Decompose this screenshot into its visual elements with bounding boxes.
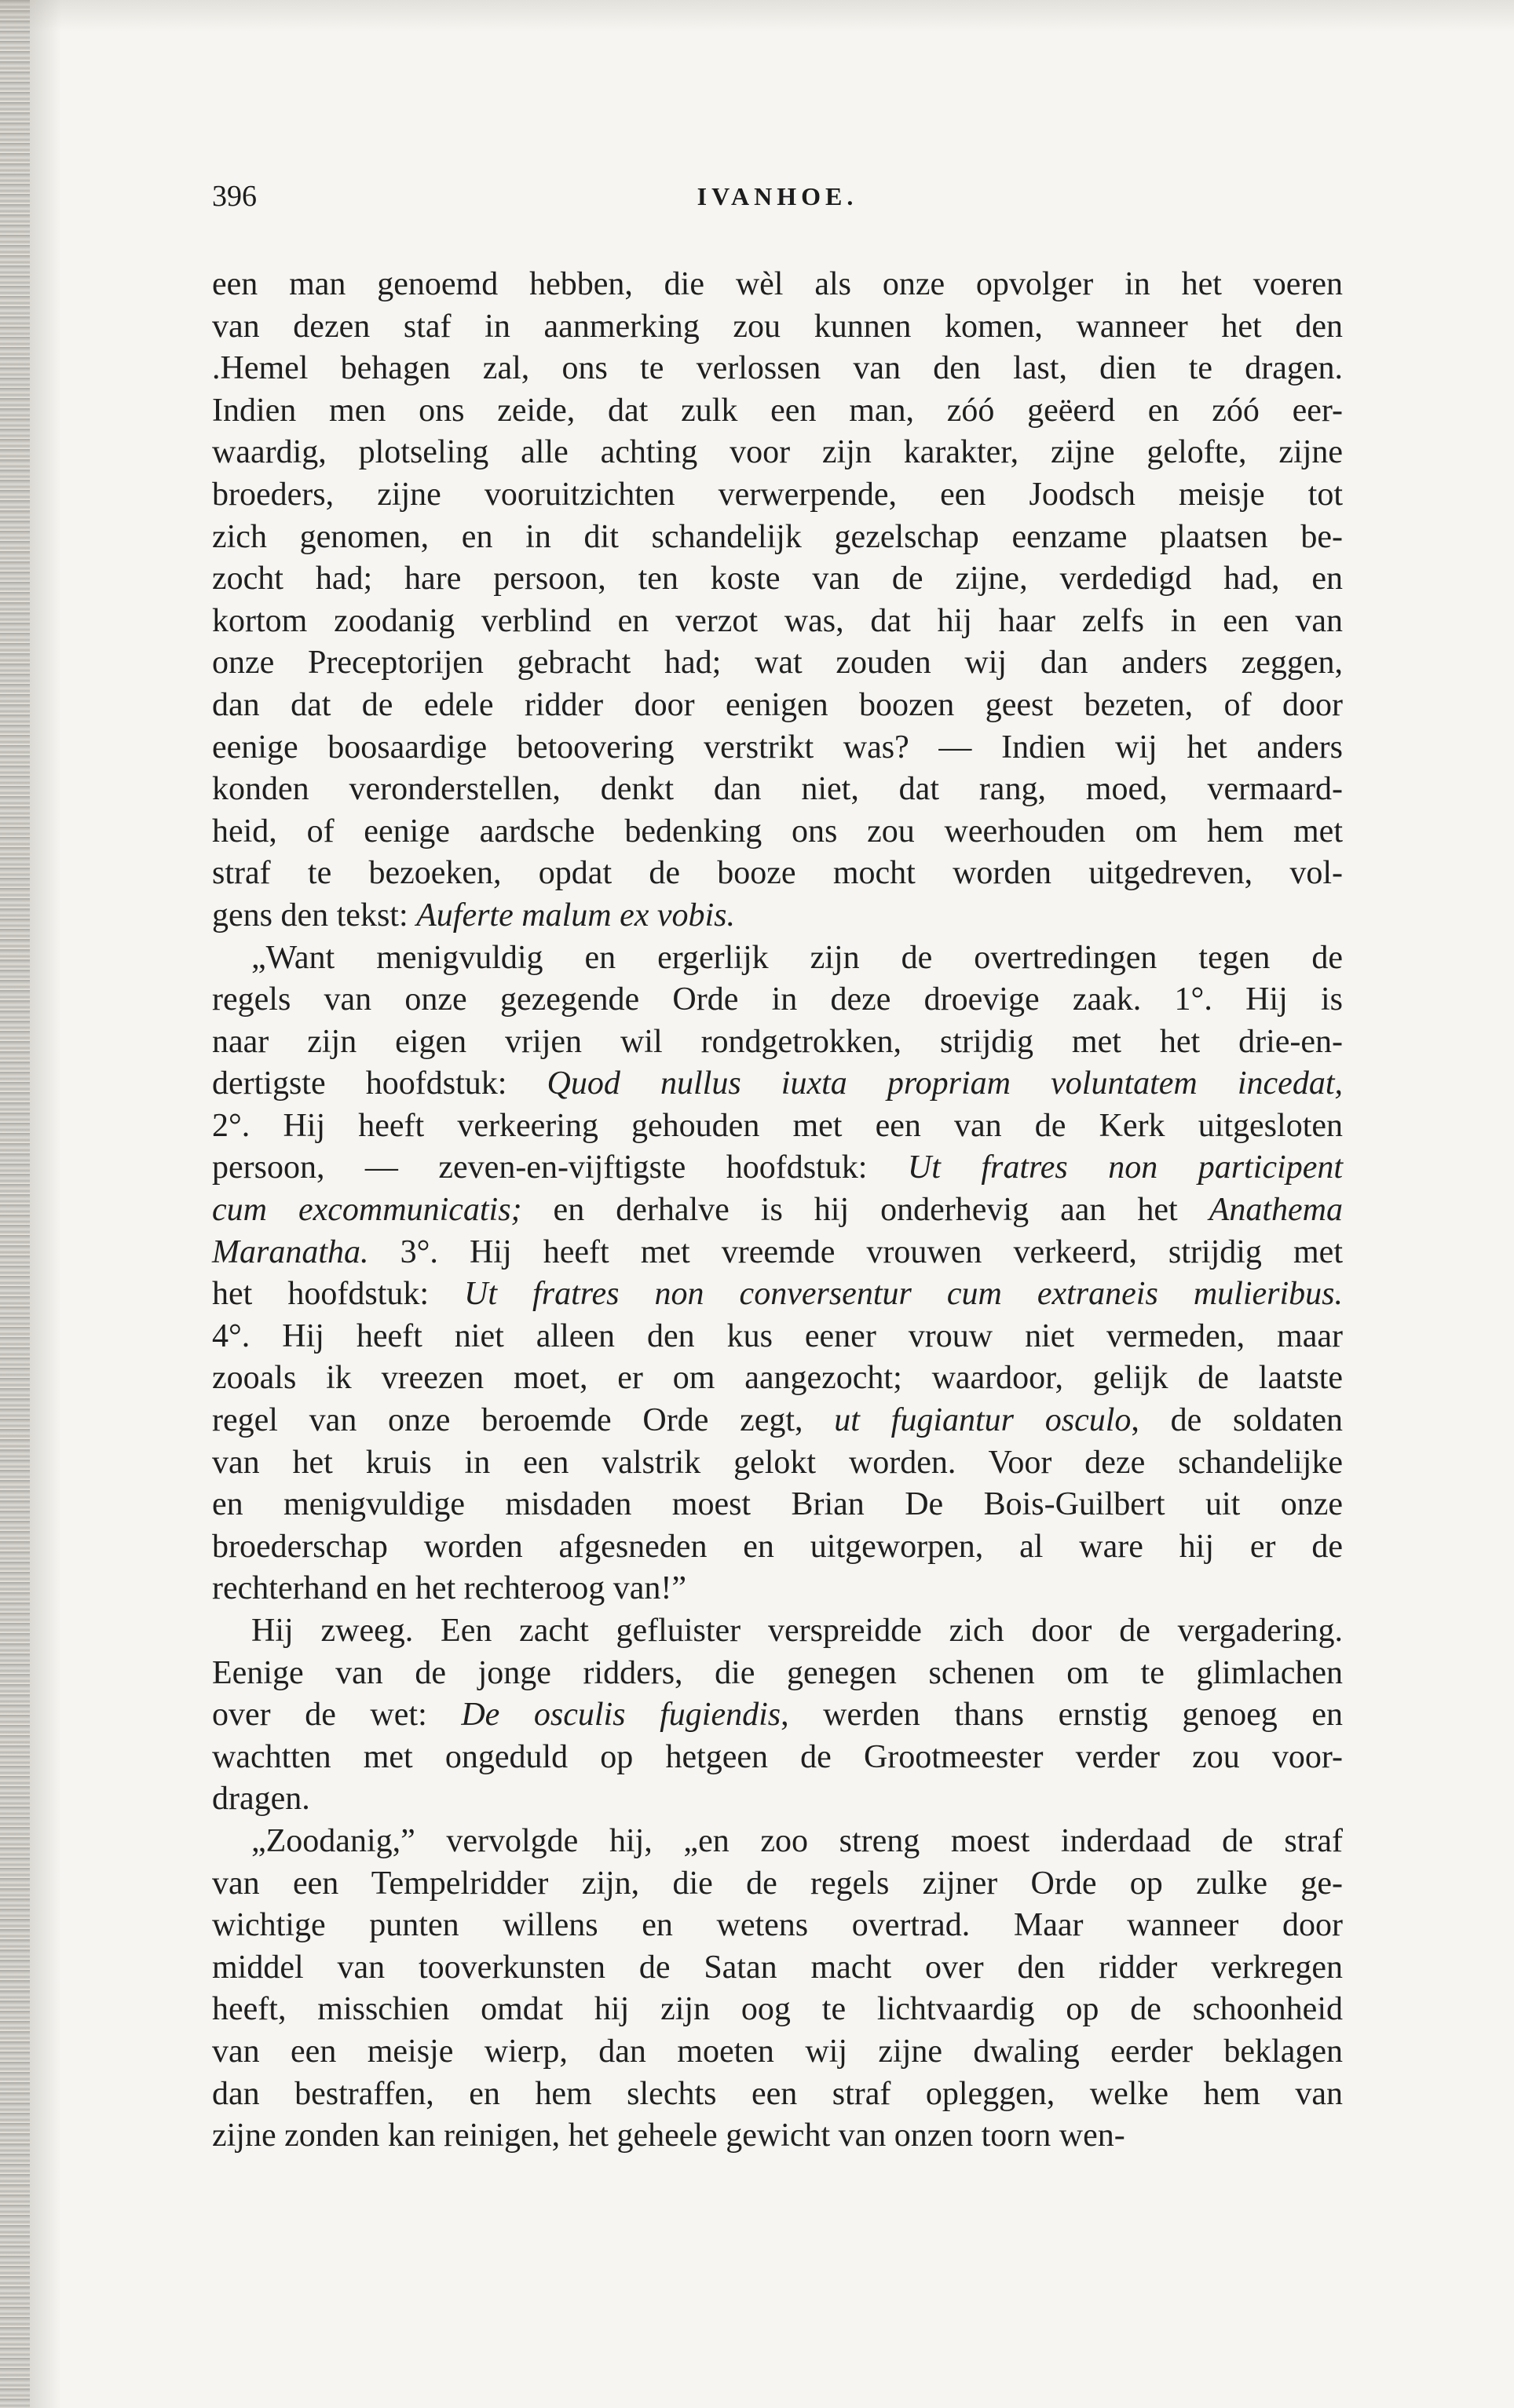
- text-line: [212, 1737, 1343, 1779]
- page-binding-shadow: [30, 0, 61, 2408]
- text-segment: , werden thans ernstig genoeg en: [781, 1697, 1343, 1734]
- text-segment: eenige boosaardige betoovering verstrikt was? — Indien wij het anders: [212, 729, 1343, 766]
- text-segment: regel van onze beroemde Orde zegt,: [212, 1402, 835, 1439]
- text-line: [212, 811, 1343, 853]
- text-segment: onze Preceptorijen gebracht had; wat zouden wij dan anders zeggen,: [212, 645, 1343, 681]
- text-segment: , de soldaten: [1131, 1402, 1343, 1439]
- text-segment: Indien men ons zeide, dat zulk een man, zóó geëerd en zóó eer-: [212, 392, 1343, 429]
- text-line: [212, 432, 1343, 474]
- text-line: [212, 1821, 1343, 1863]
- text-segment: dan dat de edele ridder door eenigen boozen geest bezeten, of door: [212, 686, 1343, 723]
- text-line: [212, 1273, 1343, 1316]
- text-line: [212, 2115, 1343, 2158]
- text-segment: over de wet:: [212, 1697, 462, 1734]
- text-line: [212, 1610, 1343, 1653]
- italic-text: Ut fratres non conversentur cum extraneis mulieribus.: [464, 1276, 1343, 1313]
- text-line: [212, 1989, 1343, 2031]
- body-text: [212, 264, 1343, 2158]
- text-segment: kortom zoodanig verblind en verzot was, dat hij haar zelfs in een van: [212, 602, 1343, 639]
- text-line: [212, 1442, 1343, 1485]
- text-segment: een man genoemd hebben, die wèl als onze opvolger in het voeren: [212, 266, 1343, 302]
- italic-text: De osculis fugiendis: [461, 1697, 781, 1734]
- text-line: [212, 306, 1343, 349]
- text-line: [212, 1105, 1343, 1148]
- text-line: [212, 1863, 1343, 1906]
- text-line: [212, 1400, 1343, 1442]
- text-segment: van een meisje wierp, dan moeten wij zijne dwaling eerder beklagen: [212, 2033, 1343, 2070]
- text-line: [212, 474, 1343, 517]
- text-line: [212, 390, 1343, 433]
- text-segment: broeders, zijne vooruitzichten verwerpende, een Joodsch meisje tot: [212, 476, 1343, 513]
- text-segment: van het kruis in een valstrik gelokt worden. Voor deze schandelijke: [212, 1444, 1343, 1481]
- text-line: [212, 1694, 1343, 1737]
- text-segment: dertigste hoofdstuk:: [212, 1065, 547, 1102]
- text-line: [212, 937, 1343, 980]
- text-line: [212, 1653, 1343, 1695]
- text-line: [212, 2031, 1343, 2074]
- text-line: [212, 853, 1343, 895]
- text-segment: regels van onze gezegende Orde in deze droevige zaak. 1°. Hij is: [212, 981, 1343, 1018]
- page-number: 396: [212, 180, 257, 213]
- text-line: [212, 1484, 1343, 1526]
- text-segment: zijne zonden kan reinigen, het geheele gewicht van onzen toorn wen-: [212, 2118, 1125, 2154]
- text-line: [212, 1778, 1343, 1821]
- text-segment: zooals ik vreezen moet, er om aangezocht; waardoor, gelijk de laatste: [212, 1360, 1343, 1397]
- page-binding-edge: [0, 0, 30, 2408]
- paragraph: [212, 1821, 1343, 2158]
- text-segment: .Hemel behagen zal, ons te verlossen van den last, dien te dragen.: [212, 350, 1343, 387]
- text-line: [212, 2074, 1343, 2116]
- text-line: [212, 558, 1343, 601]
- text-line: [212, 1568, 1343, 1610]
- text-line: [212, 348, 1343, 390]
- text-segment: persoon, — zeven-en-vijftigste hoofdstuk:: [212, 1149, 908, 1186]
- text-line: [212, 517, 1343, 559]
- text-line: [212, 1905, 1343, 1947]
- text-segment: dragen.: [212, 1781, 310, 1818]
- text-segment: rechterhand en het rechteroog van!”: [212, 1570, 686, 1607]
- text-segment: 4°. Hij heeft niet alleen den kus eener vrouw niet vermeden, maar: [212, 1317, 1343, 1354]
- paragraph: [212, 937, 1343, 1611]
- text-segment: van een Tempelridder zijn, die de regels zijner Orde op zulke ge-: [212, 1865, 1343, 1902]
- text-line: [212, 1189, 1343, 1232]
- text-segment: het hoofdstuk:: [212, 1276, 465, 1313]
- text-segment: naar zijn eigen vrijen wil rondgetrokken, strijdig met het drie-en-: [212, 1023, 1343, 1060]
- text-line: [212, 1526, 1343, 1569]
- text-line: [212, 1316, 1343, 1358]
- text-line: [212, 895, 1343, 937]
- text-segment: wichtige punten willens en wetens overtrad. Maar wanneer door: [212, 1907, 1343, 1944]
- italic-text: Maranatha.: [212, 1233, 369, 1270]
- text-segment: gens den tekst:: [212, 897, 417, 934]
- text-segment: 3°. Hij heeft met vreemde vrouwen verkeerd, strijdig met: [368, 1233, 1343, 1270]
- page-top-edge: [0, 0, 1514, 31]
- text-segment: Hij zweeg. Een zacht gefluister verspreidde zich door de vergadering.: [251, 1613, 1343, 1649]
- text-line: [212, 685, 1343, 727]
- text-line: [212, 769, 1343, 811]
- text-line: [212, 601, 1343, 643]
- text-segment: en menigvuldige misdaden moest Brian De Bois-Guilbert uit onze: [212, 1486, 1343, 1523]
- text-segment: en derhalve is hij onderhevig aan het: [521, 1192, 1209, 1229]
- text-segment: Eenige van de jonge ridders, die genegen schenen om te glimlachen: [212, 1654, 1343, 1691]
- text-segment: „Want menigvuldig en ergerlijk zijn de overtredingen tegen de: [251, 939, 1343, 976]
- italic-text: Auferte malum ex vobis.: [416, 897, 736, 934]
- text-segment: „Zoodanig,” vervolgde hij, „en zoo streng moest inderdaad de straf: [251, 1822, 1343, 1859]
- text-line: [212, 1232, 1343, 1274]
- text-line: [212, 979, 1343, 1021]
- paragraph: [212, 264, 1343, 937]
- text-segment: zich genomen, en in dit schandelijk gezelschap eenzame plaatsen be-: [212, 518, 1343, 555]
- italic-text: Ut fratres non participent: [907, 1149, 1344, 1186]
- text-segment: van dezen staf in aanmerking zou kunnen komen, wanneer het den: [212, 308, 1343, 345]
- text-segment: heid, of eenige aardsche bedenking ons zou weerhouden om hem met: [212, 813, 1343, 850]
- text-line: [212, 1357, 1343, 1400]
- text-segment: zocht had; hare persoon, ten koste van de zijne, verdedigd had, en: [212, 561, 1343, 597]
- text-segment: waardig, plotseling alle achting voor zijn karakter, zijne gelofte, zijne: [212, 434, 1343, 471]
- text-line: [212, 264, 1343, 306]
- text-segment: dan bestraffen, en hem slechts een straf opleggen, welke hem van: [212, 2075, 1343, 2112]
- page-header: [212, 179, 1343, 226]
- text-line: [212, 1947, 1343, 1990]
- text-line: [212, 642, 1343, 685]
- italic-text: Quod nullus iuxta propriam voluntatem incedat,: [547, 1065, 1343, 1102]
- text-segment: wachtten met ongeduld op hetgeen de Grootmeester verder zou voor-: [212, 1738, 1343, 1775]
- text-segment: konden veronderstellen, denkt dan niet, dat rang, moed, vermaard-: [212, 771, 1343, 808]
- text-line: [212, 1147, 1343, 1189]
- italic-text: cum excommunicatis;: [212, 1192, 522, 1229]
- text-line: [212, 727, 1343, 769]
- italic-text: ut fugiantur osculo: [834, 1402, 1132, 1439]
- text-line: [212, 1063, 1343, 1105]
- text-segment: broederschap worden afgesneden en uitgeworpen, al ware hij er de: [212, 1528, 1343, 1565]
- text-segment: 2°. Hij heeft verkeering gehouden met een van de Kerk uitgesloten: [212, 1107, 1343, 1144]
- text-segment: straf te bezoeken, opdat de booze mocht worden uitgedreven, vol-: [212, 855, 1343, 892]
- text-line: [212, 1021, 1343, 1064]
- paragraph: [212, 1610, 1343, 1821]
- running-title: IVANHOE.: [697, 182, 858, 210]
- text-segment: heeft, misschien omdat hij zijn oog te lichtvaardig op de schoonheid: [212, 1991, 1343, 2028]
- text-segment: middel van tooverkunsten de Satan macht over den ridder verkregen: [212, 1949, 1343, 1986]
- italic-text: Anathema: [1209, 1192, 1343, 1229]
